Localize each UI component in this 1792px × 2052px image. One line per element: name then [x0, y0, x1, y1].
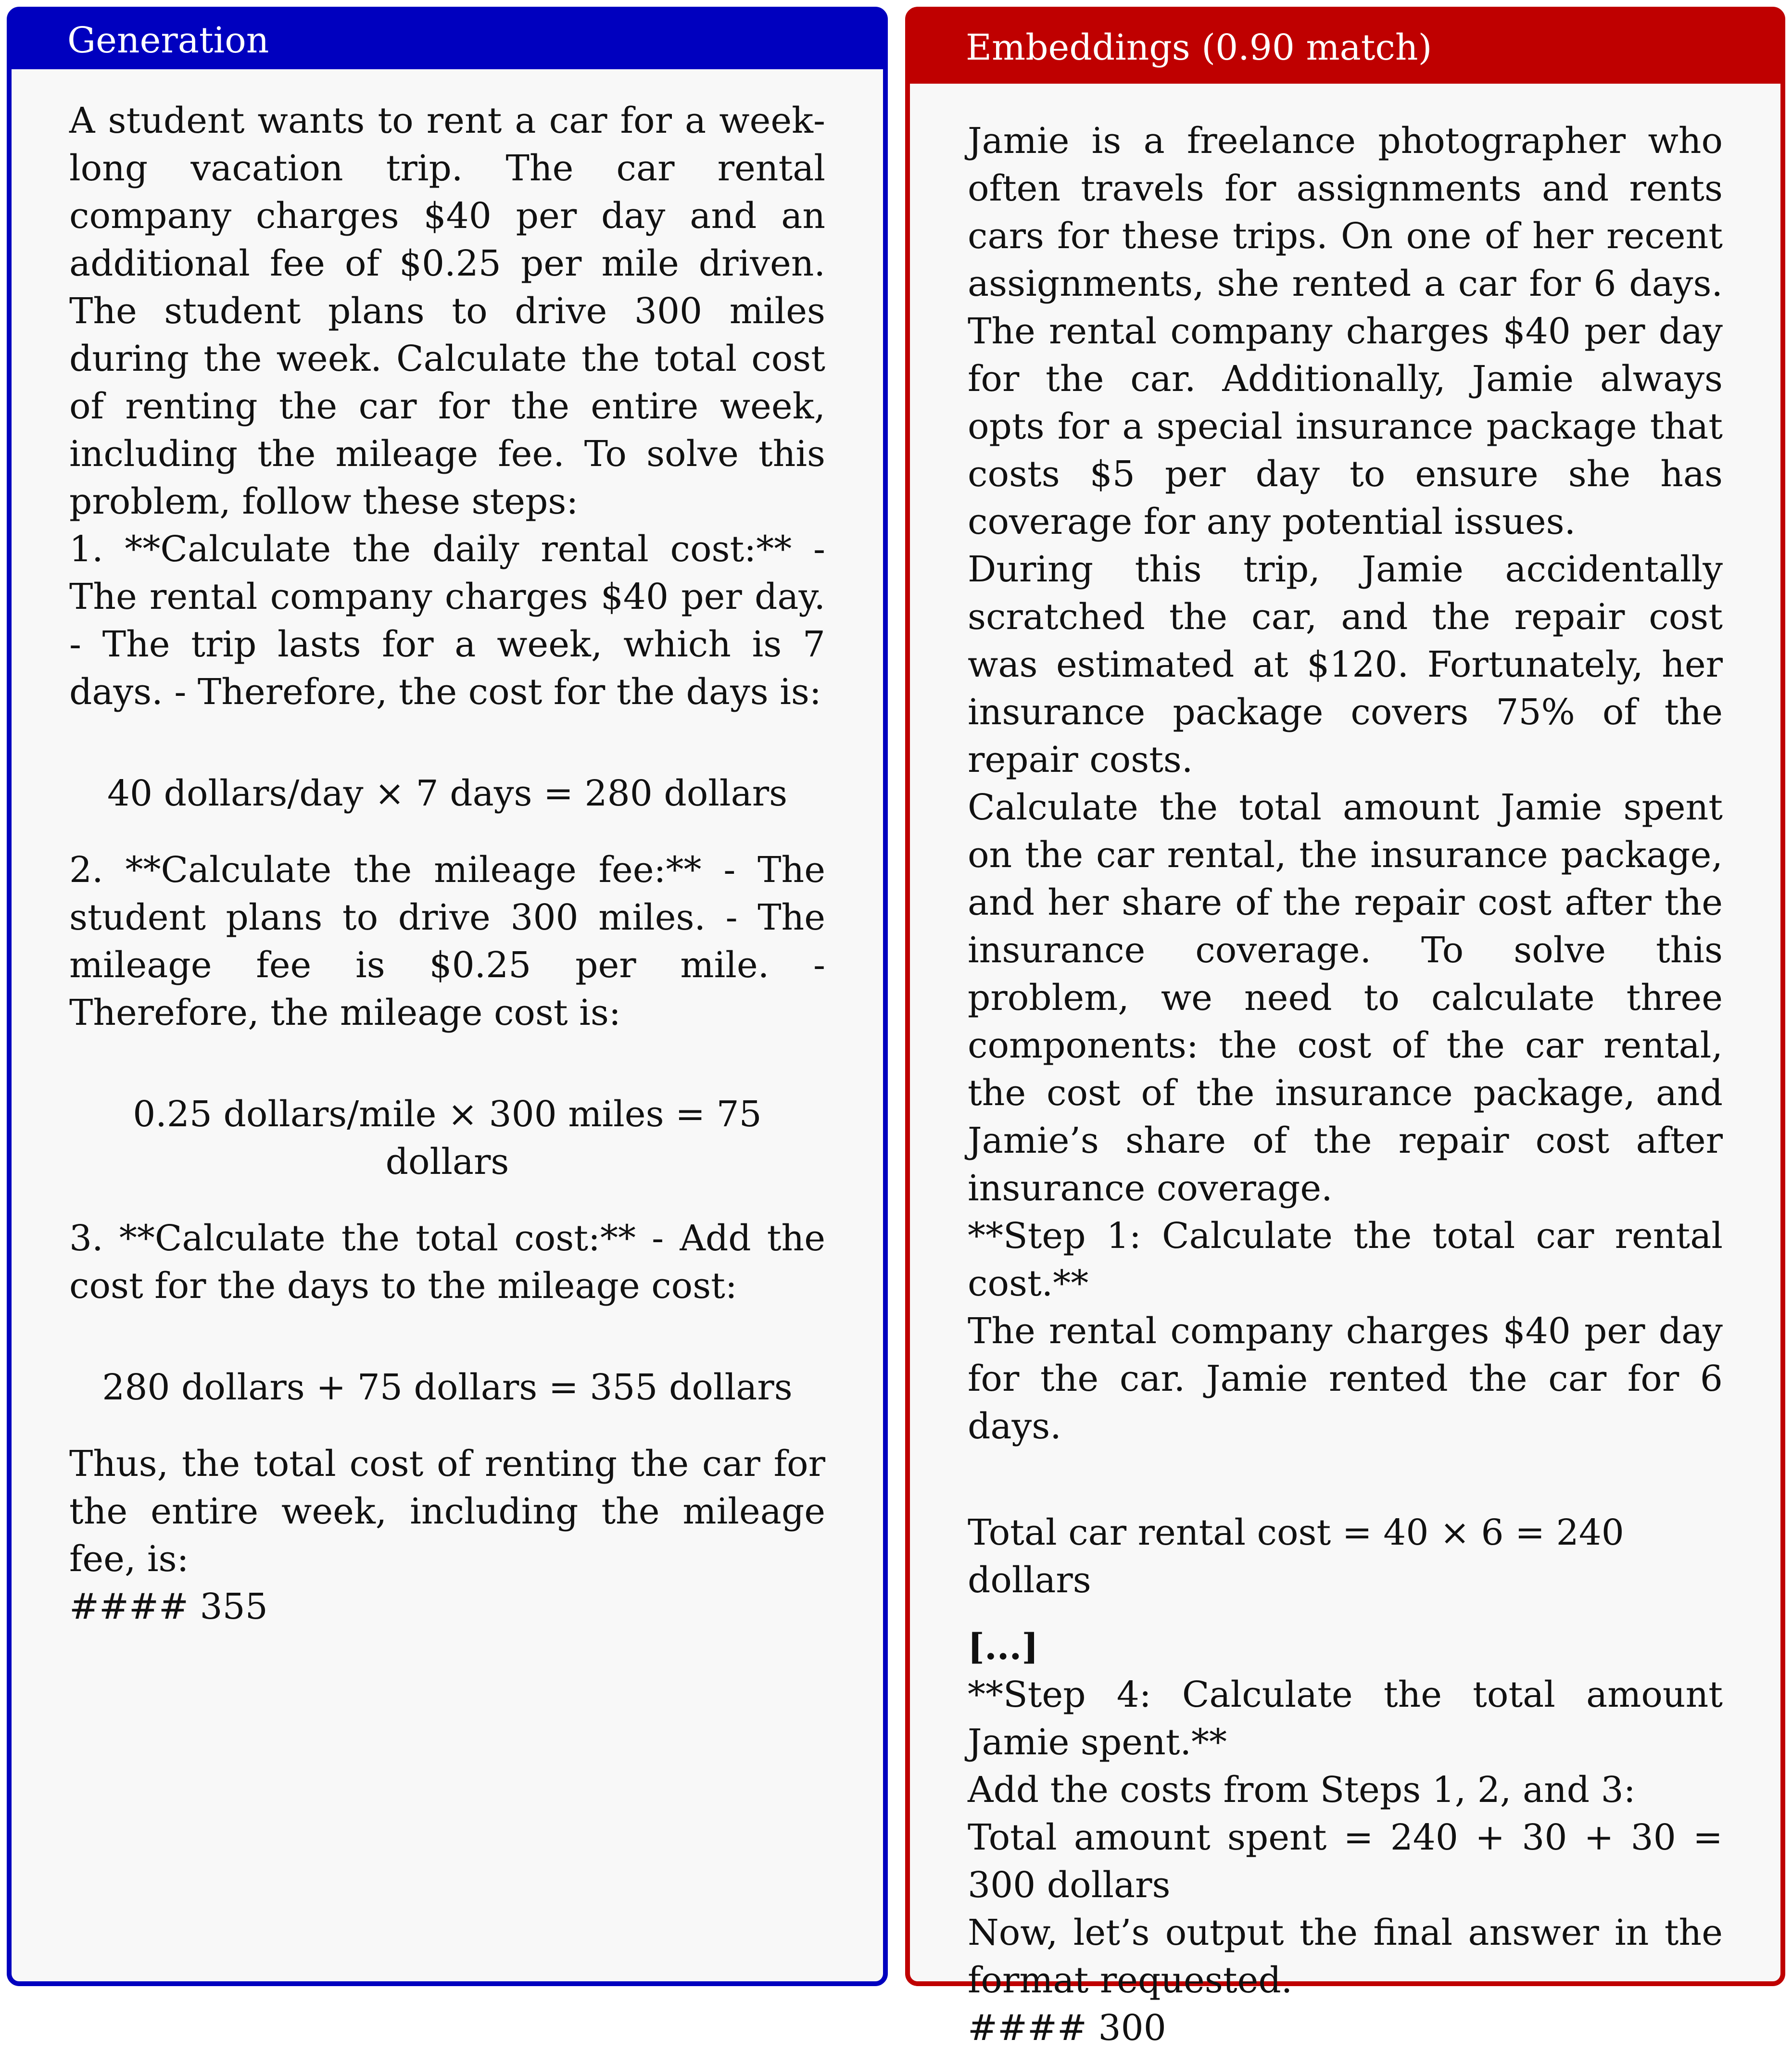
final-text: Now, let’s output the final answer in the format requested.: [968, 1912, 1723, 2001]
equation-2: 0.25 dollars/mile × 300 miles = 75 dollars: [133, 1094, 762, 1183]
step-4-title: **Step 4: Calculate the total amount Jamie spent.**: [968, 1674, 1723, 1763]
paragraph-2: During this trip, Jamie accidentally scratched the car, and the repair cost was estimated at $120. Fortunately, her insurance package covers 75% of the repair costs.: [968, 549, 1723, 781]
embeddings-panel: [905, 7, 1785, 2049]
equation-1: 40 dollars/day × 7 days = 280 dollars: [107, 773, 788, 814]
equation-1: Total car rental cost = 40 × 6 = 240 dollars: [968, 1512, 1624, 1601]
step-4-equation: Total amount spent = 240 + 30 + 30 = 300 dollars: [968, 1817, 1723, 1906]
equation-3: 280 dollars + 75 dollars = 355 dollars: [102, 1367, 793, 1408]
step-2-text: 2. **Calculate the mileage fee:** - The student plans to drive 300 miles. - The mileage fee is $0.25 per mile. - Therefore, the mileage cost is:: [69, 849, 825, 1033]
embeddings-panel-body: [910, 84, 1780, 2052]
generation-panel: [7, 7, 888, 1986]
step-3-text: 3. **Calculate the total cost:** - Add the cost for the days to the mileage cost:: [69, 1218, 825, 1307]
final-answer: #### 300: [968, 2007, 1166, 2049]
generation-panel-title: Generation: [12, 12, 883, 69]
ellipsis-marker: [...]: [968, 1626, 1039, 1668]
paragraph-1: Jamie is a freelance photographer who often travels for assignments and rents cars for these trips. On one of her recent assignments, she rented a car for 6 days. The rental company charges $40 per day for the car. Additionally, Jamie always opts for a special insurance package that costs $5 per day to ensure she has coverage for any potential issues.: [968, 120, 1723, 542]
generation-panel-body: [12, 69, 883, 1631]
step-1-text: The rental company charges $40 per day for the car. Jamie rented the car for 6 days.: [968, 1310, 1723, 1447]
final-answer: #### 355: [69, 1586, 268, 1627]
step-1-title: **Step 1: Calculate the total car rental cost.**: [968, 1215, 1723, 1304]
step-1-text: 1. **Calculate the daily rental cost:** - The rental company charges $40 per day. - The trip lasts for a week, which is 7 days. - Therefore, the cost for the days is:: [69, 529, 825, 713]
step-4-text: Add the costs from Steps 1, 2, and 3:: [968, 1769, 1636, 1811]
conclusion-text: Thus, the total cost of renting the car for the entire week, including the mileage fee, is:: [69, 1443, 825, 1580]
problem-intro: A student wants to rent a car for a weeklong vacation trip. The car rental company charges $40 per day and an additional fee of $0.25 per mile driven. The student plans to drive 300 miles during the week. Calculate the total cost of renting the car for the entire week, including the mileage fee. To solve this problem, follow these steps:: [69, 100, 825, 522]
paragraph-3: Calculate the total amount Jamie spent on the car rental, the insurance package, and her share of the repair cost after the insurance coverage. To solve this problem, we need to calculate three components: the cost of the car rental, the cost of the insurance package, and Jamie’s share of the repair cost after insurance coverage.: [968, 787, 1723, 1209]
embeddings-panel-title: Embeddings (0.90 match): [910, 12, 1780, 84]
